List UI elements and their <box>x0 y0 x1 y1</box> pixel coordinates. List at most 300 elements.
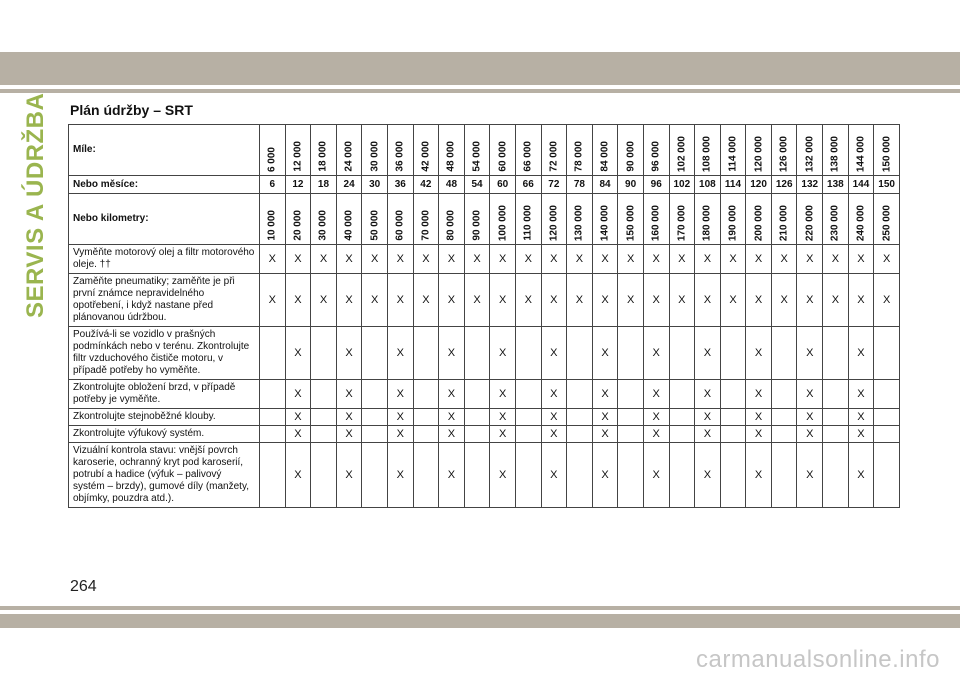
service-mark <box>464 443 490 508</box>
service-mark <box>771 443 797 508</box>
table-row <box>69 380 900 409</box>
service-mark: X <box>439 274 465 327</box>
service-mark: X <box>592 426 618 443</box>
miles-row-cell <box>695 125 721 176</box>
km-row-cell <box>336 194 362 245</box>
service-mark: X <box>336 327 362 380</box>
service-mark: X <box>797 409 823 426</box>
service-mark: X <box>285 380 311 409</box>
miles-row-value: 84 000 <box>599 141 611 172</box>
service-mark: X <box>490 426 516 443</box>
service-mark <box>618 443 644 508</box>
service-mark <box>515 426 541 443</box>
km-row-value: 240 000 <box>855 204 867 241</box>
service-mark <box>567 409 593 426</box>
service-mark: X <box>848 274 874 327</box>
km-row-value: 140 000 <box>599 204 611 241</box>
service-mark <box>464 426 490 443</box>
service-mark: X <box>515 245 541 274</box>
miles-row-value: 18 000 <box>317 141 329 172</box>
months-row-value: 60 <box>490 176 516 194</box>
km-row-cell <box>695 194 721 245</box>
service-mark <box>260 443 286 508</box>
service-mark: X <box>643 426 669 443</box>
service-mark <box>567 426 593 443</box>
service-mark: X <box>643 245 669 274</box>
miles-row-value: 144 000 <box>855 135 867 172</box>
service-mark: X <box>746 443 772 508</box>
km-row-value: 110 000 <box>522 205 534 241</box>
service-mark: X <box>541 245 567 274</box>
service-mark <box>618 327 644 380</box>
page-number: 264 <box>70 578 97 595</box>
service-mark <box>823 380 849 409</box>
service-mark <box>311 426 337 443</box>
service-mark: X <box>695 409 721 426</box>
footer-band <box>0 614 960 628</box>
miles-row-value: 102 000 <box>676 135 688 172</box>
months-row-value: 96 <box>643 176 669 194</box>
km-row-value: 10 000 <box>266 210 278 241</box>
km-row-cell <box>771 194 797 245</box>
service-mark: X <box>848 426 874 443</box>
miles-row-cell <box>669 125 695 176</box>
service-mark: X <box>669 245 695 274</box>
miles-row-value: 138 000 <box>829 135 841 172</box>
service-mark <box>464 327 490 380</box>
months-row-value: 78 <box>567 176 593 194</box>
service-mark <box>362 380 388 409</box>
table-row <box>69 426 900 443</box>
miles-row-value: 72 000 <box>548 141 560 172</box>
service-mark: X <box>592 443 618 508</box>
km-row-cell <box>874 194 900 245</box>
months-row-value: 108 <box>695 176 721 194</box>
service-mark <box>771 426 797 443</box>
service-mark <box>567 327 593 380</box>
service-mark: X <box>490 274 516 327</box>
miles-row-cell <box>618 125 644 176</box>
service-mark: X <box>260 245 286 274</box>
km-row <box>69 194 900 245</box>
miles-row-value: 42 000 <box>420 141 432 172</box>
service-mark: X <box>336 409 362 426</box>
service-mark: X <box>439 380 465 409</box>
service-mark <box>618 426 644 443</box>
km-row-value: 190 000 <box>727 204 739 241</box>
service-mark: X <box>387 274 413 327</box>
service-mark: X <box>643 274 669 327</box>
service-mark: X <box>311 274 337 327</box>
service-mark <box>260 409 286 426</box>
service-mark: X <box>695 245 721 274</box>
service-mark <box>874 409 900 426</box>
km-row-cell <box>848 194 874 245</box>
miles-row-cell <box>490 125 516 176</box>
miles-row-cell <box>746 125 772 176</box>
service-mark: X <box>439 245 465 274</box>
miles-row-value: 150 000 <box>881 135 893 172</box>
months-row-value: 90 <box>618 176 644 194</box>
km-row-value: 180 000 <box>701 204 713 241</box>
service-mark: X <box>771 245 797 274</box>
miles-row-cell <box>823 125 849 176</box>
months-row-value: 18 <box>311 176 337 194</box>
service-mark <box>720 409 746 426</box>
service-mark: X <box>695 380 721 409</box>
service-mark <box>823 327 849 380</box>
service-mark: X <box>746 426 772 443</box>
miles-row-value: 48 000 <box>445 141 457 172</box>
table-row <box>69 443 900 508</box>
task-label: Vyměňte motorový olej a filtr motorového oleje. †† <box>69 245 260 274</box>
service-mark <box>260 327 286 380</box>
km-row-cell <box>439 194 465 245</box>
service-mark: X <box>695 443 721 508</box>
service-mark: X <box>387 426 413 443</box>
miles-row-cell <box>362 125 388 176</box>
service-mark: X <box>541 409 567 426</box>
page-title: Plán údržby – SRT <box>70 102 193 118</box>
months-row-value: 114 <box>720 176 746 194</box>
service-mark: X <box>618 245 644 274</box>
table-row <box>69 274 900 327</box>
km-row-cell <box>541 194 567 245</box>
task-label: Zkontrolujte obložení brzd, v případě potřeby je vyměňte. <box>69 380 260 409</box>
service-mark: X <box>285 245 311 274</box>
months-row-value: 66 <box>515 176 541 194</box>
service-mark: X <box>285 443 311 508</box>
service-mark: X <box>541 426 567 443</box>
service-mark <box>362 409 388 426</box>
service-mark: X <box>592 327 618 380</box>
miles-row-value: 108 000 <box>701 135 713 172</box>
service-mark <box>669 380 695 409</box>
service-mark <box>464 409 490 426</box>
miles-row-cell <box>336 125 362 176</box>
service-mark: X <box>387 443 413 508</box>
service-mark: X <box>669 274 695 327</box>
service-mark: X <box>439 443 465 508</box>
months-row-value: 24 <box>336 176 362 194</box>
service-mark: X <box>797 443 823 508</box>
service-mark: X <box>848 380 874 409</box>
miles-row-cell <box>771 125 797 176</box>
service-mark <box>669 426 695 443</box>
service-mark: X <box>285 327 311 380</box>
months-row <box>69 176 900 194</box>
service-mark: X <box>387 327 413 380</box>
service-mark <box>874 327 900 380</box>
service-mark <box>311 380 337 409</box>
task-label: Zaměňte pneumatiky; zaměňte je při první známce nepravidelného opotřebení, i když nastane před plánovanou údržbou. <box>69 274 260 327</box>
km-row-value: 80 000 <box>445 210 457 241</box>
miles-row-cell <box>439 125 465 176</box>
months-row-value: 6 <box>260 176 286 194</box>
service-mark: X <box>618 274 644 327</box>
months-row-value: 144 <box>848 176 874 194</box>
service-mark <box>464 380 490 409</box>
service-mark <box>874 426 900 443</box>
watermark: carmanualsonline.info <box>696 646 940 673</box>
service-mark: X <box>490 380 516 409</box>
service-mark: X <box>285 426 311 443</box>
service-mark: X <box>413 245 439 274</box>
km-row-cell <box>311 194 337 245</box>
service-mark <box>720 327 746 380</box>
service-mark <box>362 327 388 380</box>
miles-row-cell <box>285 125 311 176</box>
km-row-value: 150 000 <box>625 204 637 241</box>
miles-row-value: 30 000 <box>369 141 381 172</box>
km-row-value: 20 000 <box>292 210 304 241</box>
service-mark: X <box>695 426 721 443</box>
service-mark <box>669 443 695 508</box>
service-mark: X <box>336 245 362 274</box>
service-mark <box>311 409 337 426</box>
km-row-value: 30 000 <box>317 210 329 241</box>
service-mark <box>669 409 695 426</box>
months-row-value: 72 <box>541 176 567 194</box>
km-row-cell <box>669 194 695 245</box>
service-mark: X <box>746 409 772 426</box>
service-mark: X <box>490 409 516 426</box>
service-mark: X <box>387 380 413 409</box>
months-row-value: 54 <box>464 176 490 194</box>
miles-row-value: 6 000 <box>266 146 278 172</box>
km-row-value: 50 000 <box>369 210 381 241</box>
miles-row-cell <box>260 125 286 176</box>
km-row-value: 200 000 <box>753 204 765 241</box>
km-row-cell <box>567 194 593 245</box>
km-row-label: Nebo kilometry: <box>69 194 260 245</box>
service-mark: X <box>771 274 797 327</box>
service-mark <box>515 327 541 380</box>
service-mark: X <box>362 274 388 327</box>
service-mark: X <box>413 274 439 327</box>
service-mark: X <box>387 409 413 426</box>
miles-row-cell <box>874 125 900 176</box>
service-mark <box>567 380 593 409</box>
service-mark: X <box>336 380 362 409</box>
km-row-value: 250 000 <box>881 204 893 241</box>
service-mark <box>823 443 849 508</box>
service-mark <box>413 327 439 380</box>
service-mark: X <box>464 274 490 327</box>
miles-row-cell <box>413 125 439 176</box>
service-mark: X <box>797 245 823 274</box>
service-mark: X <box>567 274 593 327</box>
miles-row-cell <box>541 125 567 176</box>
service-mark <box>515 380 541 409</box>
service-mark: X <box>848 245 874 274</box>
km-row-cell <box>362 194 388 245</box>
service-mark: X <box>720 274 746 327</box>
km-row-cell <box>797 194 823 245</box>
service-mark <box>771 380 797 409</box>
service-mark <box>413 380 439 409</box>
miles-row-cell <box>720 125 746 176</box>
service-mark: X <box>592 380 618 409</box>
service-mark: X <box>848 409 874 426</box>
service-mark: X <box>797 274 823 327</box>
miles-row-cell <box>311 125 337 176</box>
miles-row-value: 12 000 <box>292 141 304 172</box>
task-label: Zkontrolujte stejnoběžné klouby. <box>69 409 260 426</box>
service-mark: X <box>797 380 823 409</box>
km-row-value: 230 000 <box>829 204 841 241</box>
service-mark: X <box>848 327 874 380</box>
km-row-value: 210 000 <box>778 204 790 241</box>
months-row-value: 48 <box>439 176 465 194</box>
km-row-value: 130 000 <box>573 204 585 241</box>
miles-row-value: 60 000 <box>497 141 509 172</box>
km-row-cell <box>285 194 311 245</box>
service-mark: X <box>823 245 849 274</box>
km-row-value: 90 000 <box>471 210 483 241</box>
km-row-value: 40 000 <box>343 210 355 241</box>
service-mark: X <box>720 245 746 274</box>
miles-row-value: 66 000 <box>522 141 534 172</box>
service-mark: X <box>311 245 337 274</box>
task-label: Používá-li se vozidlo v prašných podmínkách nebo v terénu. Zkontrolujte filtr vzduchového čističe motoru, v případě potřeby ho vyměňte. <box>69 327 260 380</box>
months-row-value: 150 <box>874 176 900 194</box>
service-mark: X <box>643 327 669 380</box>
months-row-value: 12 <box>285 176 311 194</box>
service-mark: X <box>260 274 286 327</box>
months-row-value: 126 <box>771 176 797 194</box>
task-label: Zkontrolujte výfukový systém. <box>69 426 260 443</box>
service-mark <box>260 380 286 409</box>
service-mark <box>413 443 439 508</box>
km-row-cell <box>746 194 772 245</box>
service-mark: X <box>567 245 593 274</box>
footer-rule <box>0 606 960 610</box>
miles-row-cell <box>643 125 669 176</box>
service-mark: X <box>439 327 465 380</box>
service-mark: X <box>797 327 823 380</box>
miles-row-cell <box>515 125 541 176</box>
service-mark: X <box>746 380 772 409</box>
service-mark <box>720 426 746 443</box>
miles-row-cell <box>387 125 413 176</box>
months-row-label: Nebo měsíce: <box>69 176 260 194</box>
service-mark: X <box>797 426 823 443</box>
km-row-cell <box>413 194 439 245</box>
service-mark <box>311 443 337 508</box>
service-mark <box>260 426 286 443</box>
months-row-value: 36 <box>387 176 413 194</box>
service-mark <box>515 443 541 508</box>
km-row-value: 220 000 <box>804 204 816 241</box>
km-row-cell <box>260 194 286 245</box>
km-row-value: 70 000 <box>420 210 432 241</box>
service-mark: X <box>464 245 490 274</box>
km-row-cell <box>515 194 541 245</box>
km-row-value: 120 000 <box>548 204 560 241</box>
km-row-value: 170 000 <box>676 204 688 241</box>
section-side-label: SERVIS A ÚDRŽBA <box>22 92 49 318</box>
service-mark: X <box>541 443 567 508</box>
service-mark <box>362 443 388 508</box>
months-row-value: 30 <box>362 176 388 194</box>
miles-row-value: 114 000 <box>727 136 739 172</box>
service-mark: X <box>336 426 362 443</box>
service-mark: X <box>541 380 567 409</box>
service-mark: X <box>848 443 874 508</box>
miles-row-value: 120 000 <box>753 135 765 172</box>
service-mark <box>720 443 746 508</box>
miles-row-value: 126 000 <box>778 135 790 172</box>
miles-row-cell <box>848 125 874 176</box>
service-mark: X <box>746 327 772 380</box>
miles-row-value: 36 000 <box>394 141 406 172</box>
service-mark: X <box>695 274 721 327</box>
maintenance-schedule-table <box>68 124 900 508</box>
service-mark <box>618 409 644 426</box>
service-mark <box>823 409 849 426</box>
service-mark: X <box>643 380 669 409</box>
service-mark: X <box>285 274 311 327</box>
km-row-cell <box>490 194 516 245</box>
header-rule <box>0 89 960 93</box>
months-row-value: 138 <box>823 176 849 194</box>
km-row-value: 100 000 <box>497 204 509 241</box>
service-mark <box>362 426 388 443</box>
km-row-cell <box>823 194 849 245</box>
months-row-value: 42 <box>413 176 439 194</box>
service-mark: X <box>592 409 618 426</box>
table-row <box>69 245 900 274</box>
km-row-value: 60 000 <box>394 210 406 241</box>
months-row-value: 120 <box>746 176 772 194</box>
service-mark: X <box>746 274 772 327</box>
miles-row <box>69 125 900 176</box>
service-mark <box>771 409 797 426</box>
service-mark: X <box>439 426 465 443</box>
miles-row-value: 90 000 <box>625 141 637 172</box>
miles-row-label: Míle: <box>69 125 260 176</box>
miles-row-cell <box>464 125 490 176</box>
miles-row-cell <box>567 125 593 176</box>
service-mark <box>413 426 439 443</box>
miles-row-cell <box>592 125 618 176</box>
service-mark: X <box>541 327 567 380</box>
service-mark <box>567 443 593 508</box>
service-mark: X <box>746 245 772 274</box>
km-row-cell <box>643 194 669 245</box>
miles-row-value: 132 000 <box>804 135 816 172</box>
service-mark: X <box>874 274 900 327</box>
months-row-value: 84 <box>592 176 618 194</box>
km-row-cell <box>720 194 746 245</box>
service-mark: X <box>515 274 541 327</box>
service-mark: X <box>592 245 618 274</box>
km-row-value: 160 000 <box>650 204 662 241</box>
service-mark: X <box>439 409 465 426</box>
km-row-cell <box>464 194 490 245</box>
service-mark <box>311 327 337 380</box>
service-mark: X <box>643 409 669 426</box>
table-row <box>69 409 900 426</box>
service-mark <box>618 380 644 409</box>
km-row-cell <box>618 194 644 245</box>
service-mark: X <box>285 409 311 426</box>
months-row-value: 102 <box>669 176 695 194</box>
task-label: Vizuální kontrola stavu: vnější povrch karoserie, ochranný kryt pod karoserií, potrubí a hadice (výfuk – palivový systém – brzdy), gumové díly (manžety, objímky, pouzdra atd.). <box>69 443 260 508</box>
service-mark: X <box>336 443 362 508</box>
service-mark: X <box>336 274 362 327</box>
